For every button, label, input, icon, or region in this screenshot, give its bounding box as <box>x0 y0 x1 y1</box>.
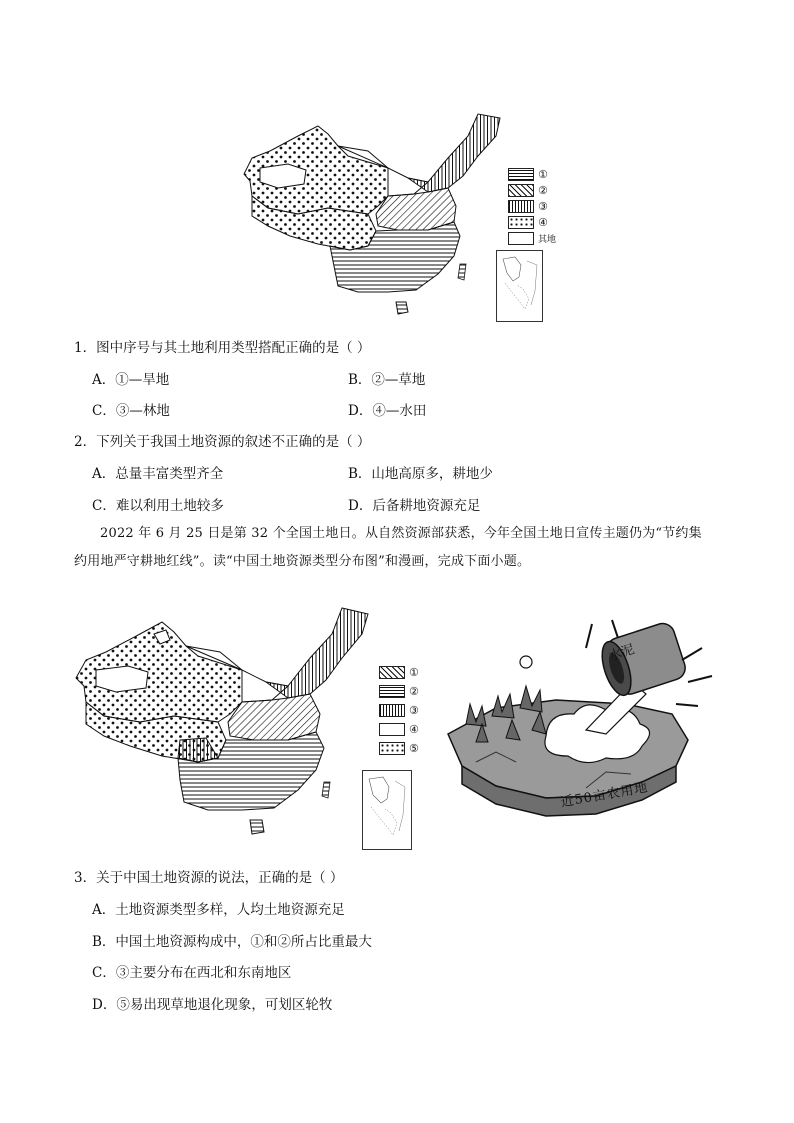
question-2-stem: 2．下列关于我国土地资源的叙述不正确的是（ ） <box>74 434 371 450</box>
map2-legend-item-1: ① <box>379 666 419 679</box>
cartoon-illustration <box>436 612 718 852</box>
map1-island <box>396 302 408 314</box>
map1-legend-item-1: ① <box>508 168 548 181</box>
q1-option-c[interactable]: C．③—林地 <box>92 403 170 419</box>
q3-option-c[interactable]: C．③主要分布在西北和东南地区 <box>92 965 292 981</box>
map1-south-china-sea-inset <box>496 250 543 322</box>
q2-option-b[interactable]: B．山地高原多，耕地少 <box>348 466 493 482</box>
q2-option-c[interactable]: C．难以利用土地较多 <box>92 498 224 514</box>
q1-option-a[interactable]: A．①—旱地 <box>92 372 170 388</box>
map1-legend-item-4: ④ <box>508 216 548 229</box>
inset-map-2 <box>363 771 411 849</box>
q3-option-b[interactable]: B．中国土地资源构成中，①和②所占比重最大 <box>92 934 372 950</box>
map2-south-china-sea-inset <box>362 770 412 850</box>
q2-option-a[interactable]: A．总量丰富类型齐全 <box>92 466 224 482</box>
map2-taiwan <box>322 782 330 798</box>
map1-taiwan <box>458 264 466 280</box>
cartoon-cement-on-farmland <box>436 612 718 852</box>
q1-option-d[interactable]: D．④—水田 <box>348 403 427 419</box>
map2-region-3-northeast <box>266 608 368 698</box>
passage-line-1: 2022 年 6 月 25 日是第 32 个全国土地日。从自然资源部获悉，今年全国土地日宣传主题仍为“节约集 <box>100 526 702 541</box>
map1-basin-other <box>260 164 306 188</box>
passage-line-2: 约用地严守耕地红线”。读“中国土地资源类型分布图”和漫画，完成下面小题。 <box>74 554 531 569</box>
map1-legend-item-5: 其地 <box>508 232 556 245</box>
mixer-label: 水泥 <box>606 642 637 665</box>
passage <box>74 520 734 576</box>
map1-region-1-northeast <box>408 114 500 192</box>
map2-legend-item-4: ④ <box>379 723 419 736</box>
q2-option-d[interactable]: D．后备耕地资源充足 <box>348 498 481 514</box>
map2-legend-item-2: ② <box>379 685 419 698</box>
land-use-map-1 <box>238 96 558 324</box>
map1-legend-item-3: ③ <box>508 200 548 213</box>
inset-map-1 <box>497 251 542 321</box>
q1-option-b[interactable]: B．②—草地 <box>348 372 426 388</box>
map2-island <box>250 820 264 834</box>
q3-option-d[interactable]: D．⑤易出现草地退化现象，可划区轮牧 <box>92 997 333 1013</box>
farmland-label: 近50亩农用地 <box>559 780 650 811</box>
map1-legend-item-2: ② <box>508 184 548 197</box>
land-use-map-2 <box>70 590 422 852</box>
map2-basin-other <box>96 666 148 692</box>
china-map-2 <box>70 590 380 852</box>
map2-legend-item-3: ③ <box>379 704 419 717</box>
q3-option-a[interactable]: A．土地资源类型多样，人均土地资源充足 <box>92 902 345 918</box>
map2-legend-item-5: ⑤ <box>379 742 419 755</box>
question-3-stem: 3．关于中国土地资源的说法，正确的是（ ） <box>74 870 344 886</box>
question-1-stem: 1．图中序号与其土地利用类型搭配正确的是（ ） <box>74 340 371 356</box>
